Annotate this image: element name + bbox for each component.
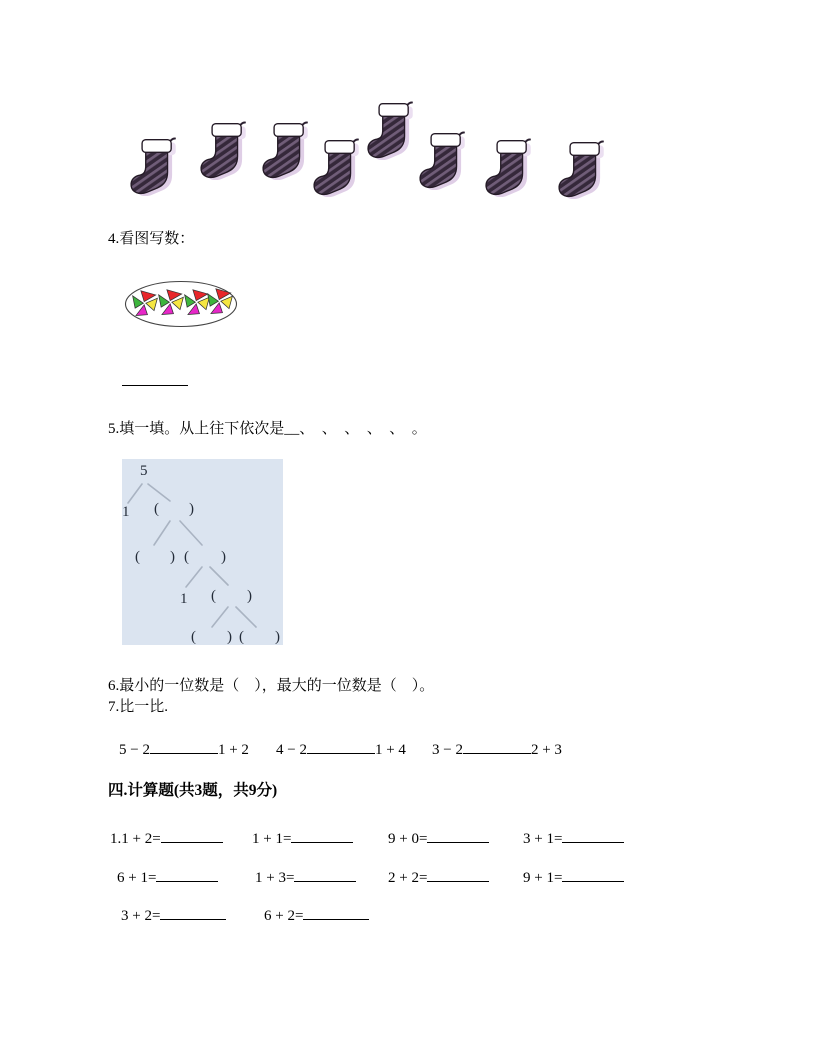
calc-expr: 9 + 0= [388,831,428,847]
tree-node: 5 [140,463,148,479]
stocking-icon [414,130,470,190]
stocking-icon [553,139,609,199]
calc-item [264,904,369,925]
pinwheel-icon [208,289,233,314]
q4-answer-line [122,371,188,386]
calc-expr: 1.1 + 2= [110,831,161,847]
compare-blank [307,738,375,754]
compare-right: 1 + 4 [374,742,406,758]
comparison-item [276,738,406,759]
question-6-label: 6.最小的一位数是（ ），最大的一位数是（ ）。 [108,678,435,694]
calc-item [121,904,226,925]
tree-node: ( [135,549,140,565]
calc-blank [160,904,226,920]
compare-blank [150,738,218,754]
calc-blank [161,827,223,843]
pinwheels-image [124,280,238,328]
calc-expr: 2 + 2= [388,870,428,886]
comparison-item [432,738,562,759]
tree-node: ) [189,501,194,517]
calc-item [523,827,624,848]
calc-item [255,866,356,887]
stocking-icon [257,120,313,180]
compare-blank [463,738,531,754]
tree-node: ( [184,549,189,565]
pinwheel-icon [133,291,158,316]
calc-expr: 6 + 2= [264,908,304,924]
compare-right: 2 + 3 [530,742,562,758]
tree-node: ) [221,549,226,565]
tree-node: 1 [122,504,130,520]
compare-right: 1 + 2 [217,742,249,758]
calc-item [252,827,353,848]
tree-branch-lines [122,459,283,645]
stocking-icon [362,100,418,160]
stocking-icon [195,120,251,180]
section-4-header: 四.计算题(共3题，共9分) [108,782,278,799]
pinwheel-icon [159,290,184,315]
tree-node: ( [211,588,216,604]
calc-blank [427,827,489,843]
compare-left: 5 − 2 [119,742,150,758]
number-tree-box [122,459,283,645]
calc-item [110,827,223,848]
calc-blank [427,866,489,882]
compare-left: 4 − 2 [276,742,307,758]
calc-blank [562,827,624,843]
calc-expr: 3 + 1= [523,831,563,847]
tree-node: ( [154,501,159,517]
pinwheel-icon [185,290,210,315]
tree-node: ) [275,629,280,645]
compare-left: 3 − 2 [432,742,463,758]
tree-node: ) [227,629,232,645]
comparison-item [119,738,249,759]
calc-expr: 1 + 3= [255,870,295,886]
calc-expr: 9 + 1= [523,870,563,886]
calc-blank [156,866,218,882]
tree-node: ) [247,588,252,604]
stocking-icon [125,136,181,196]
calc-blank [294,866,356,882]
calc-item [117,866,218,887]
tree-node: 1 [180,591,188,607]
question-7-label: 7.比一比. [108,699,169,715]
calc-expr: 3 + 2= [121,908,161,924]
question-4-label: 4.看图写数： [108,231,195,247]
calc-expr: 6 + 1= [117,870,157,886]
calc-item [388,827,489,848]
calc-item [388,866,489,887]
stocking-icon [480,137,536,197]
tree-node: ( [239,629,244,645]
calc-blank [562,866,624,882]
calc-item [523,866,624,887]
calc-expr: 1 + 1= [252,831,292,847]
question-5-label: 5.填一填。从上往下依次是__、 、 、 、 、 。 [108,421,427,437]
calc-blank [303,904,369,920]
calc-blank [291,827,353,843]
tree-node: ( [191,629,196,645]
stocking-icon [308,137,364,197]
tree-node: ) [170,549,175,565]
